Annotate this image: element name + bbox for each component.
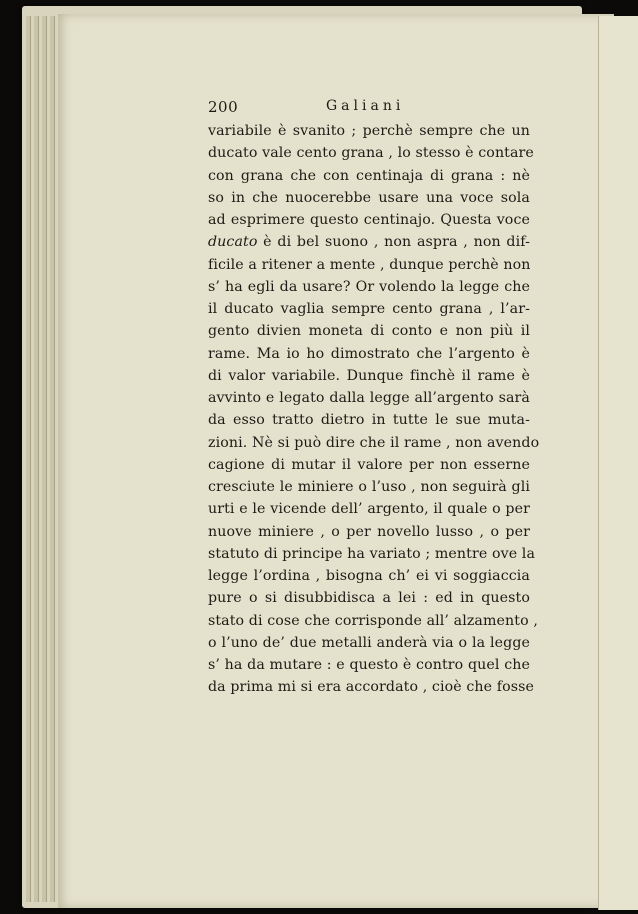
text-line: ducato vale cento grana , lo stesso è contare (208, 145, 534, 162)
text-line: s’ ha da mutare : e questo è contro quel che (208, 657, 530, 673)
text-line: urti e le vicende dell’ argento, il quale o per (208, 501, 530, 518)
facing-page-edge (598, 16, 638, 910)
page-edge (50, 16, 55, 902)
text-line: so in che nuocerebbe usare una voce sola (208, 189, 530, 206)
italic-word: ducato (208, 234, 258, 251)
page-edge (26, 16, 31, 902)
text-line: con grana che con centinaja di grana : nè (208, 167, 530, 184)
text-line: rame. Ma io ho dimostrato che l’argento è (208, 345, 530, 362)
body-text (208, 120, 540, 699)
running-head: Galiani (326, 98, 405, 114)
text-line: gento divien moneta di conto e non più il (208, 323, 530, 340)
page-header (208, 98, 528, 120)
text-line: ficile a ritener a mente , dunque perchè non (208, 256, 531, 273)
page-edge (42, 16, 47, 902)
text-line: il ducato vaglia sempre cento grana , l’ar- (208, 301, 530, 317)
text-line: da esso tratto dietro in tutte le sue muta- (208, 412, 530, 429)
text-line: avvinto e legato dalla legge all’argento sarà (208, 390, 530, 406)
page-edge (34, 16, 39, 902)
text-line: variabile è svanito ; perchè sempre che un (208, 123, 530, 139)
text-line: stato di cose che corrisponde all’ alzamento , (208, 612, 538, 629)
page-number: 200 (208, 98, 239, 116)
text-line: legge l’ordina , bisogna ch’ ei vi soggiaccia (208, 568, 530, 584)
text-line: s’ ha egli da usare? Or volendo la legge che (208, 278, 530, 295)
text-run: è di bel suono , non aspra , non dif- (257, 234, 530, 251)
text-line: zioni. Nè si può dire che il rame , non avendo (208, 434, 540, 451)
text-line: ad esprimere questo centinajo. Questa voce (208, 212, 530, 228)
text-line: pure o si disubbidisca a lei : ed in questo (208, 590, 530, 607)
text-line (208, 231, 530, 253)
text-line: statuto di principe ha variato ; mentre ove la (208, 545, 536, 562)
text-line: di valor variabile. Dunque finchè il rame è (208, 367, 530, 384)
text-line: da prima mi si era accordato , cioè che fosse (208, 679, 535, 696)
text-line: o l’uno de’ due metalli anderà via o la legge (208, 634, 530, 651)
text-line: cresciute le miniere o l’uso , non seguirà gli (208, 479, 530, 495)
text-line: cagione di mutar il valore per non esserne (208, 456, 530, 473)
text-line: nuove miniere , o per novello lusso , o per (208, 523, 530, 540)
